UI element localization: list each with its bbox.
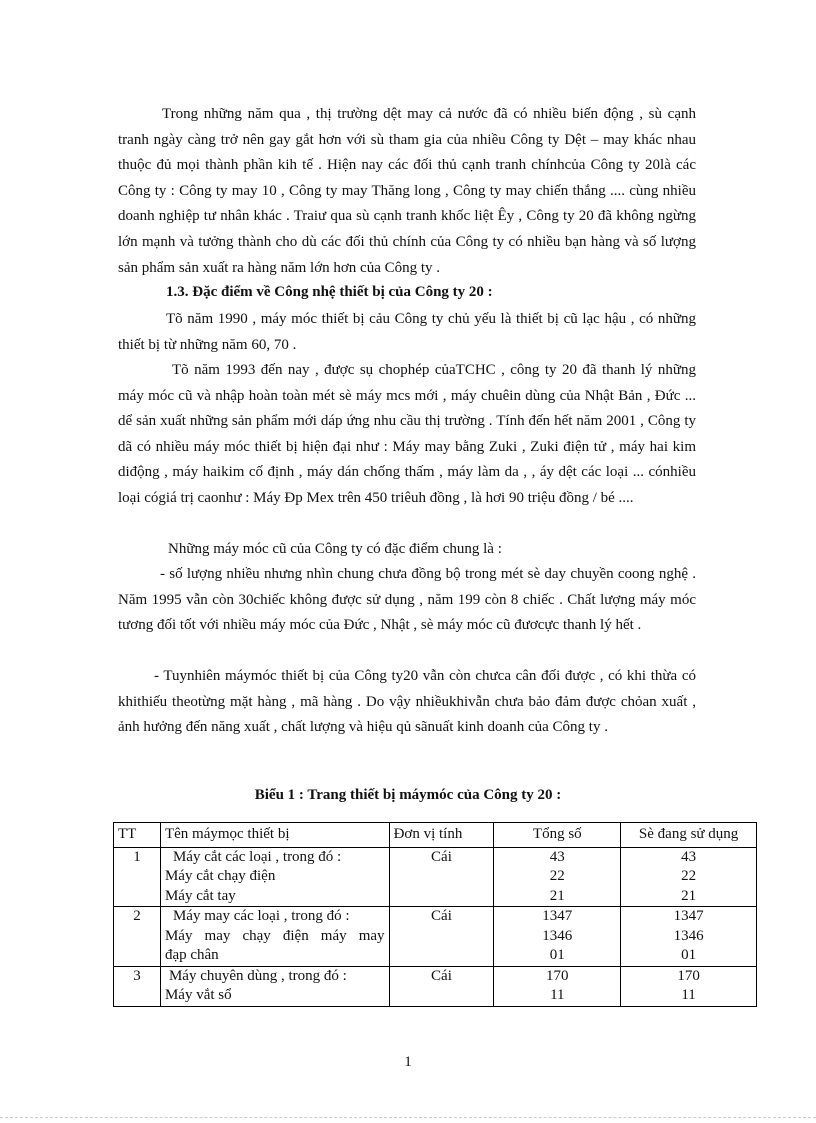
total-value: 1347 <box>542 908 573 924</box>
row-unit: Cái <box>389 847 494 907</box>
row-unit: Cái <box>389 966 494 1006</box>
table-row <box>114 847 757 907</box>
table-row <box>114 966 757 1006</box>
table-header-row <box>114 823 757 848</box>
table-row <box>114 907 757 967</box>
total-value: 22 <box>549 868 565 884</box>
paragraph-old-machines-point-2: - Tuynhiên máymóc thiết bị của Công ty20 vẫn còn chưca cân đối được , có khi thừa có khithiếu theotừng mặt hàng , mã hàng . Do vậy nhiềukhivẫn chưa bảo đảm được chỏan xuất , ảnh hưởng đến năng xuất , chất lượng và hiệu qủ sãnuất kinh doanh của Công ty . <box>118 668 696 736</box>
row-in-use <box>621 847 757 907</box>
in-use-value: 22 <box>681 868 697 884</box>
row-tt: 3 <box>114 966 161 1006</box>
total-value: 21 <box>549 887 565 904</box>
paragraph-old-machines-point-1: - số lượng nhiều nhưng nhìn chung chưa đồng bộ trong mét sè day chuyền coong nghệ . Năm 1995 vẫn còn 30chiếc không được sử dụng , năm 199 còn 8 chiếc . Chất lượng máy móc tương đối tốt với nhiều máy móc của Đức , Nhật , sè máy móc cũ đươcực thanh lý hết . <box>118 566 696 634</box>
row-total <box>494 907 621 967</box>
row-equipment-name <box>160 966 389 1006</box>
row-in-use <box>621 966 757 1006</box>
header-unit: Đơn vị tính <box>389 823 494 848</box>
table-title: Biểu 1 : Trang thiết bị máymóc của Công ty 20 : <box>254 787 562 803</box>
section-heading: 1.3. Đặc điểm về Công nhệ thiết bị của Công ty 20 : <box>166 284 493 300</box>
name-line: Máy vắt sổ <box>164 987 232 1003</box>
page-bottom-divider <box>0 1117 816 1118</box>
row-equipment-name <box>160 847 389 907</box>
header-in-use: Sè đang sử dụng <box>621 823 757 848</box>
total-value: 01 <box>549 947 565 963</box>
in-use-value: 1347 <box>673 908 704 924</box>
row-total <box>494 966 621 1006</box>
row-equipment-name <box>160 907 389 967</box>
total-value: 11 <box>550 987 565 1003</box>
name-line: đạp chân <box>164 947 219 963</box>
row-tt: 1 <box>114 847 161 907</box>
header-tt: TT <box>114 823 161 848</box>
total-value: 43 <box>549 848 565 865</box>
in-use-value: 01 <box>681 947 697 963</box>
name-line: Máy cắt tay <box>164 887 236 904</box>
name-line: Máy cắt các loại , trong đó : <box>172 848 342 865</box>
total-value: 1346 <box>542 927 573 944</box>
in-use-value: 21 <box>681 887 697 904</box>
row-in-use <box>621 907 757 967</box>
header-equipment-name: Tên máymọc thiết bị <box>160 823 389 848</box>
in-use-value: 11 <box>681 987 696 1003</box>
in-use-value: 1346 <box>673 927 704 944</box>
in-use-value: 43 <box>681 848 697 865</box>
header-total: Tổng số <box>494 823 621 848</box>
row-total <box>494 847 621 907</box>
total-value: 170 <box>546 967 569 984</box>
paragraph-equipment-1993: Tõ năm 1993 đến nay , được sụ chophép củaTCHC , công ty 20 đã thanh lý những máy móc cũ và nhập hoàn toàn mét sè máy mcs mới , máy chuêin dùng của Nhật Bản , Đức ... dể sản xuất những sản phẩm mới dáp ứng nhu cầu thị trường . Tính đến hết năm 2001 , Công ty dã có nhiều máy móc thiết bị hiện đại như : Máy may bằng Zuki , Zuki điện tử , máy hai kim diđộng , máy haikim cố định , máy dán chống thấm , máy làm da , , áy dệt các loại ... cónhiều loại cógiá trị caonhư : Máy Đp Mex trên 450 triêuh đồng , là hơi 90 triệu đồng / bé .... <box>118 362 696 506</box>
page-number: 1 <box>404 1054 412 1070</box>
paragraph-equipment-1990: Tõ năm 1990 , máy móc thiết bị cảu Công ty chủ yếu là thiết bị cũ lạc hậu , có những thiết bị từ những năm 60, 70 . <box>118 311 696 353</box>
name-line: Máy may các loại , trong đó : <box>172 908 350 924</box>
name-line: Máy cắt chạy điện <box>164 868 276 884</box>
name-line: Máy may chạy điện máy may <box>164 927 385 944</box>
equipment-table <box>113 822 757 1007</box>
in-use-value: 170 <box>677 967 700 984</box>
row-unit: Cái <box>389 907 494 967</box>
name-line: Máy chuyên dùng , trong đó : <box>168 967 347 984</box>
paragraph-market-competition: Trong những năm qua , thị trường dệt may cả nước đã có nhiều biến động , sù cạnh tranh ngày càng trở nên gay gắt hơn với sù tham gia của nhiều Công ty Dệt – may khác nhau thuộc đủ mọi thành phần kih tế . Hiện nay các đối thủ cạnh tranh chínhcủa Công ty 20là các Công ty : Công ty may 10 , Công ty may Thăng long , Công ty may chiến thắng .... cùng nhiều doanh nghiệp tư nhân khác . Traiư qua sù cạnh tranh khốc liệt Êy , Công ty 20 đã không ngừng lớn mạnh và tưởng thành cho dù các đối thủ chính của Công ty có nhiều bạn hàng và số lượng sản phẩm sản xuất ra hàng năm lớn hơn của Công ty . <box>118 106 696 276</box>
row-tt: 2 <box>114 907 161 967</box>
paragraph-old-machines-intro: Những máy móc cũ của Công ty có đặc điểm chung là : <box>168 541 502 557</box>
